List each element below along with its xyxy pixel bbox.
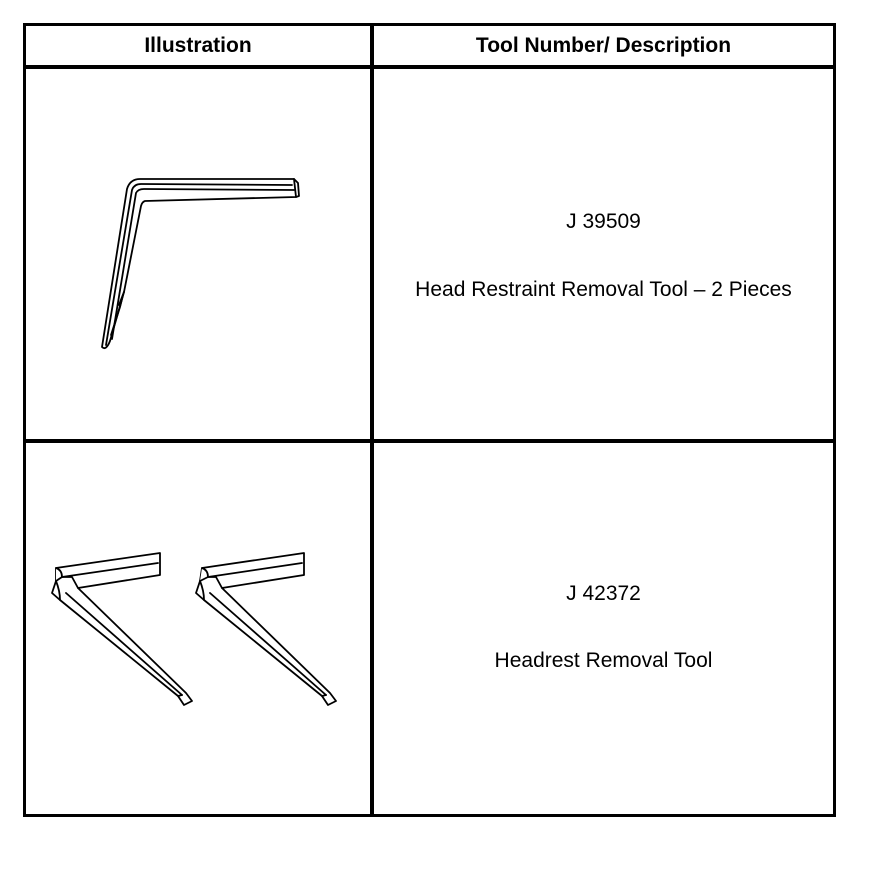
tool-description: Head Restraint Removal Tool – 2 Pieces bbox=[415, 278, 792, 301]
special-tools-table bbox=[23, 23, 836, 817]
tool-number: J 39509 bbox=[566, 210, 641, 233]
tool-description: Headrest Removal Tool bbox=[494, 649, 713, 672]
headrest-removal-tool-icon bbox=[26, 443, 370, 814]
table-row-2-description bbox=[374, 443, 833, 814]
head-restraint-removal-tool-icon bbox=[26, 69, 370, 439]
header-illustration: Illustration bbox=[144, 33, 252, 57]
header-tool-description: Tool Number/ Description bbox=[475, 33, 732, 57]
tool-number: J 42372 bbox=[566, 582, 641, 605]
table-row-1-illustration bbox=[26, 69, 370, 439]
table-row-2-illustration bbox=[26, 443, 370, 814]
table-row-1-description bbox=[374, 69, 833, 439]
